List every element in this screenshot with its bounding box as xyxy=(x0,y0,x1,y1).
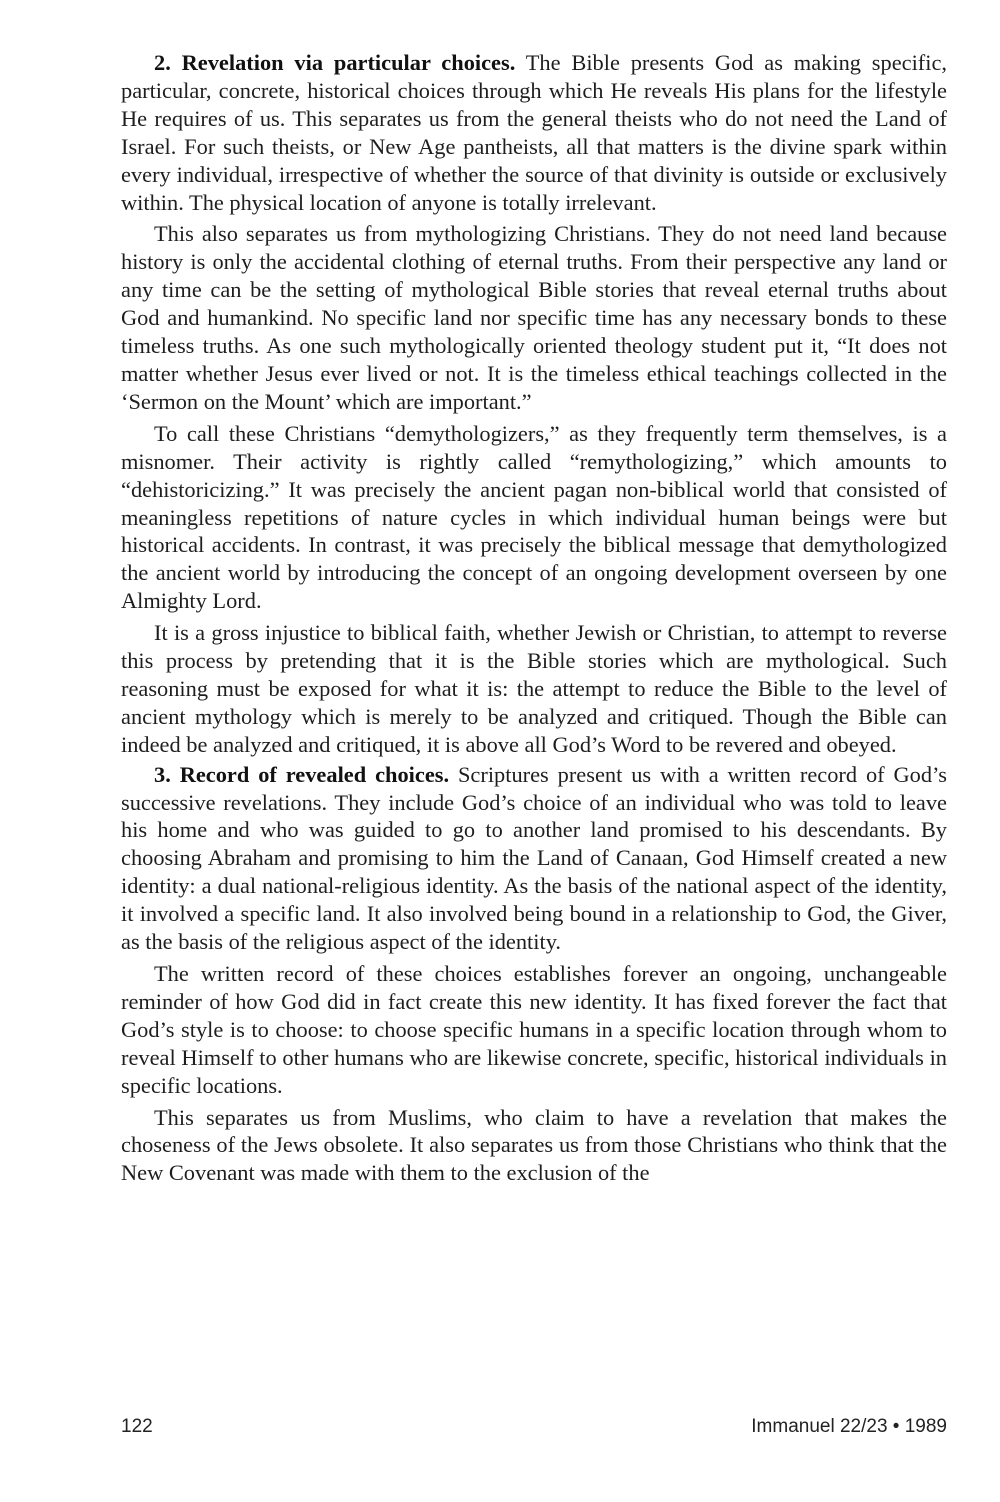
paragraph-text: It is a gross injustice to biblical faith, whether Jewish or Christian, to attempt to reverse this process by pretending that it is the Bible stories which are mythological. Such reasoning must be exposed for what it is: the attempt to reduce the Bible to the level of ancient mythology which is merely to be analyzed and critiqued. Though the Bible can indeed be analyzed and critiqued, it is above all God’s Word to be revered and obeyed. xyxy=(121,620,947,757)
paragraph-text: This also separates us from mythologizing Christians. They do not need land because history is only the accidental clothing of eternal truths. From their perspective any land or any time can be the setting of mythological Bible stories that reveal eternal truths about God and humankind. No specific land nor specific time has any necessary bonds to these timeless truths. As one such mythologically oriented theology student put it, “It does not matter whether Jesus ever lived or not. It is the timeless ethical teachings collected in the ‘Sermon on the Mount’ which are important.” xyxy=(121,221,947,414)
paragraph-mythologizing-christians xyxy=(121,220,947,415)
paragraph-text: The Bible presents God as making specific, particular, concrete, historical choices through which He reveals His plans for the lifestyle He requires of us. This separates us from the general theists who do not need the Land of Israel. For such theists, or New Age pantheists, all that matters is the divine spark within every individual, irrespective of whether the source of that divinity is outside or exclusively within. The physical location of anyone is totally irrelevant. xyxy=(121,50,948,215)
page-number: 122 xyxy=(121,1416,153,1437)
section-heading: 2. Revelation via particular choices. xyxy=(154,50,516,75)
paragraph-revelation-via-particular-choices xyxy=(121,49,947,216)
section-heading: 3. Record of revealed choices. xyxy=(154,761,450,787)
running-title: Immanuel 22/23 • 1989 xyxy=(751,1416,947,1437)
page-body xyxy=(121,49,947,1189)
paragraph-written-record xyxy=(121,960,947,1100)
paragraph-text: This separates us from Muslims, who claim to have a revelation that makes the choseness of the Jews obsolete. It also separates us from those Christians who think that the New Covenant was made with them to the exclusion of the xyxy=(121,1104,947,1186)
paragraph-text: The written record of these choices establishes forever an ongoing, unchangeable reminder of how God did in fact create this new identity. It has fixed forever the fact that God’s style is to choose: to choose specific humans in a specific location through whom to reveal Himself to other humans who are likewise concrete, specific, historical individuals in specific locations. xyxy=(121,961,947,1098)
paragraph-text: Scriptures present us with a written record of God’s successive revelations. They include God’s choice of an individual who was told to leave his home and who was guided to go to another land promised to his descendants. By choosing Abraham and promising to him the Land of Canaan, God Himself created a new identity: a dual national-religious identity. As the basis of the national aspect of the identity, it involved a specific land. It also involved being bound in a relationship to God, the Giver, as the basis of the religious aspect of the identity. xyxy=(121,761,947,955)
paragraph-record-of-revealed-choices xyxy=(121,761,947,956)
paragraph-demythologizers xyxy=(121,420,947,615)
paragraph-text: To call these Christians “demythologizers,” as they frequently term themselves, is a misnomer. Their activity is rightly called “remythologizing,” which amounts to “dehistoricizing.” It was precisely the ancient pagan non-biblical world that consisted of meaningless repetitions of nature cycles in which individual human beings were but historical accidents. In contrast, it was precisely the biblical message that demythologized the ancient world by introducing the concept of an ongoing development overseen by one Almighty Lord. xyxy=(121,420,947,614)
paragraph-gross-injustice xyxy=(121,619,947,759)
paragraph-separates-from-muslims xyxy=(121,1104,947,1188)
